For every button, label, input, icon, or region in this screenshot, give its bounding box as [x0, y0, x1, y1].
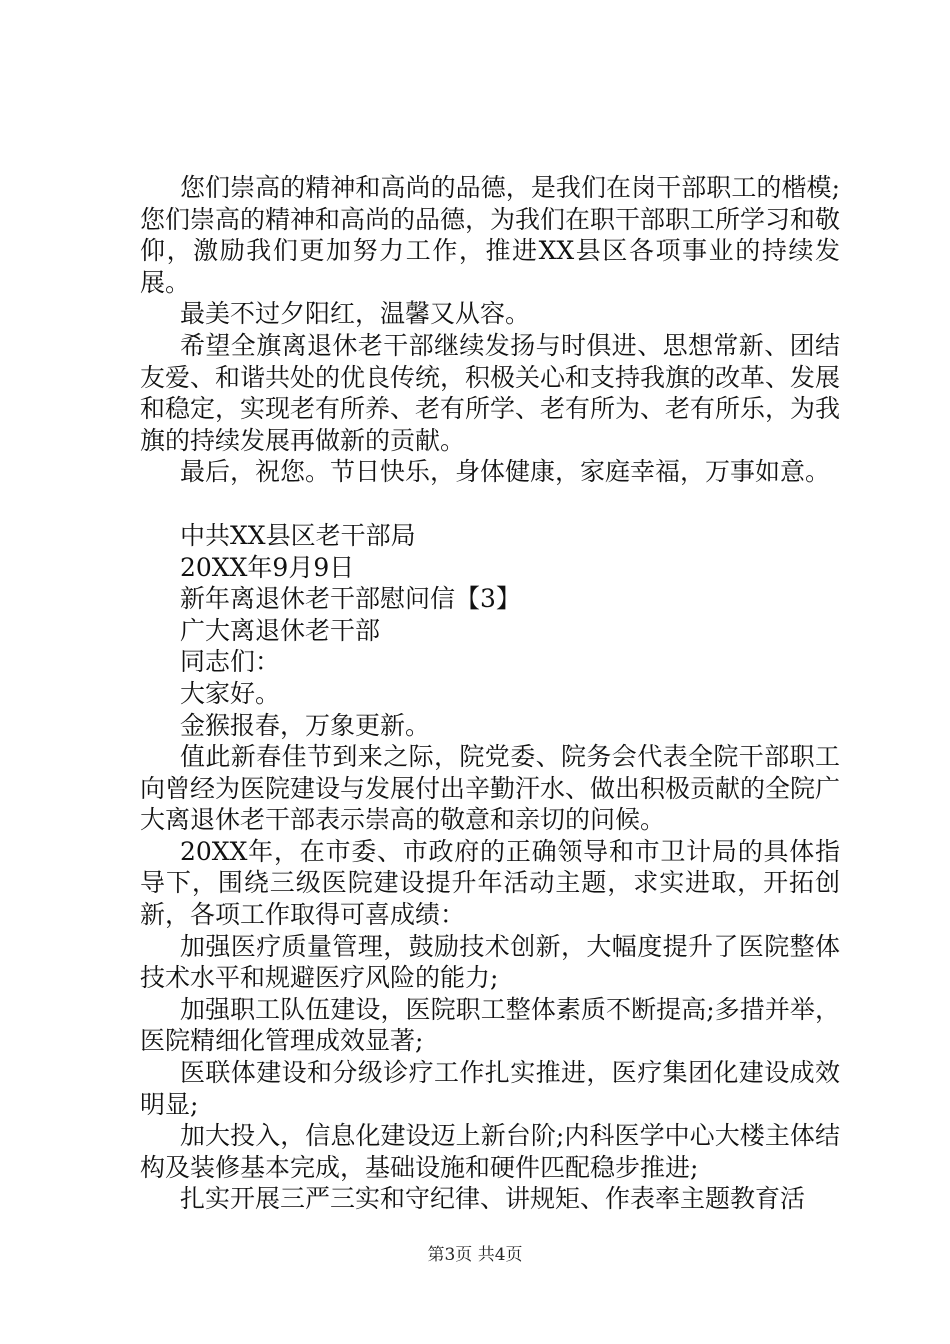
paragraph: 最后，祝您。节日快乐，身体健康，家庭幸福，万事如意。: [180, 457, 831, 487]
paragraph: 金猴报春，万象更新。: [180, 710, 431, 740]
paragraph: 医联体建设和分级诊疗工作扎实推进，医疗集团化建设成效明显;: [140, 1058, 840, 1119]
recipient: 广大离退休老干部: [180, 615, 381, 645]
paragraph: 加大投入，信息化建设迈上新台阶;内科医学中心大楼主体结构及装修基本完成，基础设施和硬件匹配稳步推进;: [140, 1121, 840, 1182]
document-body: [140, 172, 840, 1215]
paragraph: 最美不过夕阳红，温馨又从容。: [180, 299, 531, 329]
paragraph: 希望全旗离退休老干部继续发扬与时俱进、思想常新、团结友爱、和谐共处的优良传统，积极关心和支持我旗的改革、发展和稳定，实现老有所养、老有所学、老有所为、老有所乐，为我旗的持续发展再做新的贡献。: [140, 330, 841, 455]
paragraph: 加强医疗质量管理，鼓励技术创新，大幅度提升了医院整体技术水平和规避医疗风险的能力;: [140, 931, 840, 993]
paragraph: 值此新春佳节到来之际，院党委、院务会代表全院干部职工向曾经为医院建设与发展付出辛勤汗水、做出积极贡献的全院广大离退休老干部表示崇高的敬意和亲切的问候。: [140, 742, 841, 835]
paragraph: 扎实开展三严三实和守纪律、讲规矩、作表率主题教育活: [180, 1184, 806, 1214]
letter-title: 新年离退休老干部慰问信【3】: [180, 584, 521, 614]
paragraph: 加强职工队伍建设，医院职工整体素质不断提高;多措并举，医院精细化管理成效显著;: [140, 994, 840, 1056]
salutation: 同志们：: [180, 647, 281, 677]
signature-org: 中共XX县区老干部局: [180, 520, 416, 550]
page-footer: [0, 1244, 950, 1266]
paragraph: 20XX年，在市委、市政府的正确领导和市卫计局的具体指导下，围绕三级医院建设提升年活动主题，求实进取，开拓创新，各项工作取得可喜成绩：: [140, 836, 840, 930]
paragraph: 您们崇高的精神和高尚的品德，是我们在岗干部职工的楷模;您们崇高的精神和高尚的品德，为我们在职干部职工所学习和敬仰，激励我们更加努力工作，推进XX县区各项事业的持续发展。: [140, 173, 841, 297]
greeting: 大家好。: [180, 678, 281, 708]
blank-line: [140, 488, 840, 520]
page-number-label: 第3页 共4页: [427, 1245, 523, 1265]
signature-date: 20XX年9月9日: [180, 552, 355, 582]
